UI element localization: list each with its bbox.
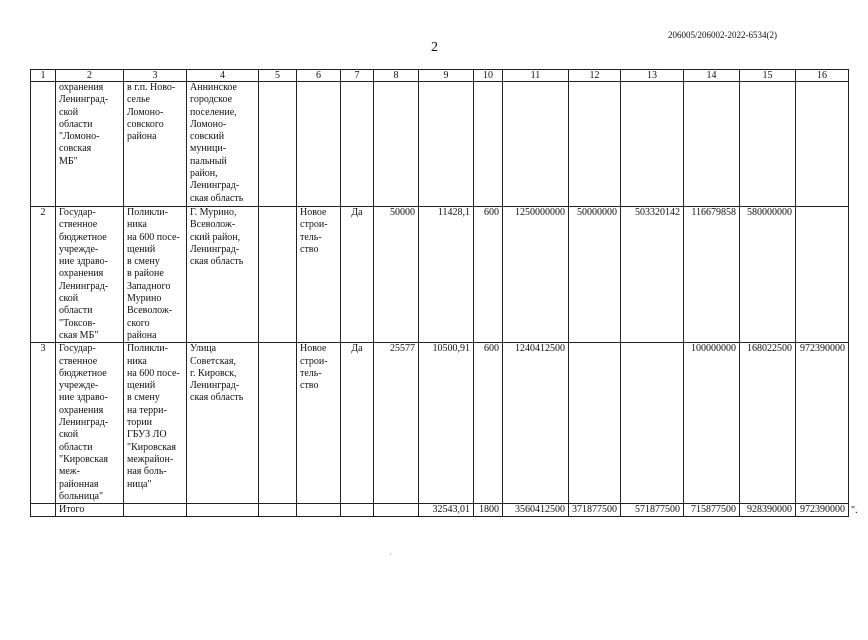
total-row bbox=[31, 504, 849, 517]
table-cell bbox=[341, 82, 374, 207]
header-row bbox=[31, 70, 849, 82]
total-cell: 371877500 bbox=[569, 504, 621, 517]
data-table bbox=[30, 69, 849, 517]
total-cell: 1800 bbox=[474, 504, 503, 517]
header-cell: 5 bbox=[259, 70, 297, 82]
table-cell: 10500,91 bbox=[419, 343, 474, 504]
table-cell bbox=[740, 82, 796, 207]
header-cell: 11 bbox=[503, 70, 569, 82]
table-cell: Государ- ственное бюджетное учрежде- ние здраво- охранения Ленинград- ской области "Кировская меж- районная больница" bbox=[56, 343, 124, 504]
table-cell bbox=[419, 82, 474, 207]
header-cell: 7 bbox=[341, 70, 374, 82]
table-cell: 25577 bbox=[374, 343, 419, 504]
header-cell: 15 bbox=[740, 70, 796, 82]
total-cell: 3560412500 bbox=[503, 504, 569, 517]
total-cell bbox=[341, 504, 374, 517]
table-cell: Новое строи- тель- ство bbox=[297, 207, 341, 343]
table-cell bbox=[259, 343, 297, 504]
table-cell bbox=[621, 343, 684, 504]
document-number: 206005/206002-2022-6534(2) bbox=[668, 30, 777, 40]
table-cell: 972390000 bbox=[796, 343, 849, 504]
table-cell: Да bbox=[341, 343, 374, 504]
table-cell: Аннинское городское поселение, Ломоно- совский муници- пальный район, Ленинград- ская область bbox=[187, 82, 259, 207]
table-cell bbox=[474, 82, 503, 207]
total-cell bbox=[374, 504, 419, 517]
table-cell: 2 bbox=[31, 207, 56, 343]
table-cell: 600 bbox=[474, 207, 503, 343]
table-cell bbox=[796, 82, 849, 207]
table-cell bbox=[796, 207, 849, 343]
header-cell: 4 bbox=[187, 70, 259, 82]
header-cell: 1 bbox=[31, 70, 56, 82]
table-cell: 1240412500 bbox=[503, 343, 569, 504]
header-cell: 3 bbox=[124, 70, 187, 82]
table-cell: Новое строи- тель- ство bbox=[297, 343, 341, 504]
header-cell: 12 bbox=[569, 70, 621, 82]
table-cell bbox=[374, 82, 419, 207]
header-cell: 14 bbox=[684, 70, 740, 82]
total-cell bbox=[124, 504, 187, 517]
table-cell: 116679858 bbox=[684, 207, 740, 343]
total-cell: 715877500 bbox=[684, 504, 740, 517]
total-cell bbox=[31, 504, 56, 517]
table-cell: 168022500 bbox=[740, 343, 796, 504]
table-row bbox=[31, 343, 849, 504]
total-cell bbox=[259, 504, 297, 517]
header-cell: 6 bbox=[297, 70, 341, 82]
total-cell: 571877500 bbox=[621, 504, 684, 517]
table-cell bbox=[569, 343, 621, 504]
total-cell bbox=[187, 504, 259, 517]
table-cell bbox=[259, 82, 297, 207]
total-cell: Итого bbox=[56, 504, 124, 517]
table-cell: Да bbox=[341, 207, 374, 343]
table-cell bbox=[684, 82, 740, 207]
header-cell: 10 bbox=[474, 70, 503, 82]
table-row bbox=[31, 207, 849, 343]
total-cell: 32543,01 bbox=[419, 504, 474, 517]
table-cell: Государ- ственное бюджетное учрежде- ние здраво- охранения Ленинград- ской области "Токсов- ская МБ" bbox=[56, 207, 124, 343]
total-cell: 972390000 bbox=[796, 504, 849, 517]
table-cell: Улица Советская, г. Кировск, Ленинград- ская область bbox=[187, 343, 259, 504]
total-cell: 928390000 bbox=[740, 504, 796, 517]
header-cell: 2 bbox=[56, 70, 124, 82]
table-cell bbox=[259, 207, 297, 343]
table-cell: 580000000 bbox=[740, 207, 796, 343]
table-cell: 600 bbox=[474, 343, 503, 504]
total-cell bbox=[297, 504, 341, 517]
table-cell: 503320142 bbox=[621, 207, 684, 343]
table-cell bbox=[503, 82, 569, 207]
table-cell: 1250000000 bbox=[503, 207, 569, 343]
header-cell: 16 bbox=[796, 70, 849, 82]
table-cell: 3 bbox=[31, 343, 56, 504]
table-row bbox=[31, 82, 849, 207]
header-cell: 8 bbox=[374, 70, 419, 82]
stray-dot: · bbox=[389, 550, 392, 559]
table-cell: Г. Мурино, Всеволож- ский район, Ленинград- ская область bbox=[187, 207, 259, 343]
trailing-mark: ". bbox=[851, 505, 858, 516]
table-cell bbox=[621, 82, 684, 207]
header-cell: 9 bbox=[419, 70, 474, 82]
table-cell: в г.п. Ново- селье Ломоно- совского района bbox=[124, 82, 187, 207]
table-cell bbox=[297, 82, 341, 207]
table-cell: 100000000 bbox=[684, 343, 740, 504]
table-cell: охранения Ленинград- ской области "Ломоно- совская МБ" bbox=[56, 82, 124, 207]
table-cell: Поликли- ника на 600 посе- щений в смену на терри- тории ГБУЗ ЛО "Кировская межрайон- ная боль- ница" bbox=[124, 343, 187, 504]
table-cell bbox=[31, 82, 56, 207]
header-cell: 13 bbox=[621, 70, 684, 82]
page-number: 2 bbox=[431, 40, 438, 55]
table-cell: 11428,1 bbox=[419, 207, 474, 343]
table-cell bbox=[569, 82, 621, 207]
table-cell: 50000000 bbox=[569, 207, 621, 343]
table-cell: 50000 bbox=[374, 207, 419, 343]
table-cell: Поликли- ника на 600 посе- щений в смену в районе Западного Мурино Всеволож- ского района bbox=[124, 207, 187, 343]
